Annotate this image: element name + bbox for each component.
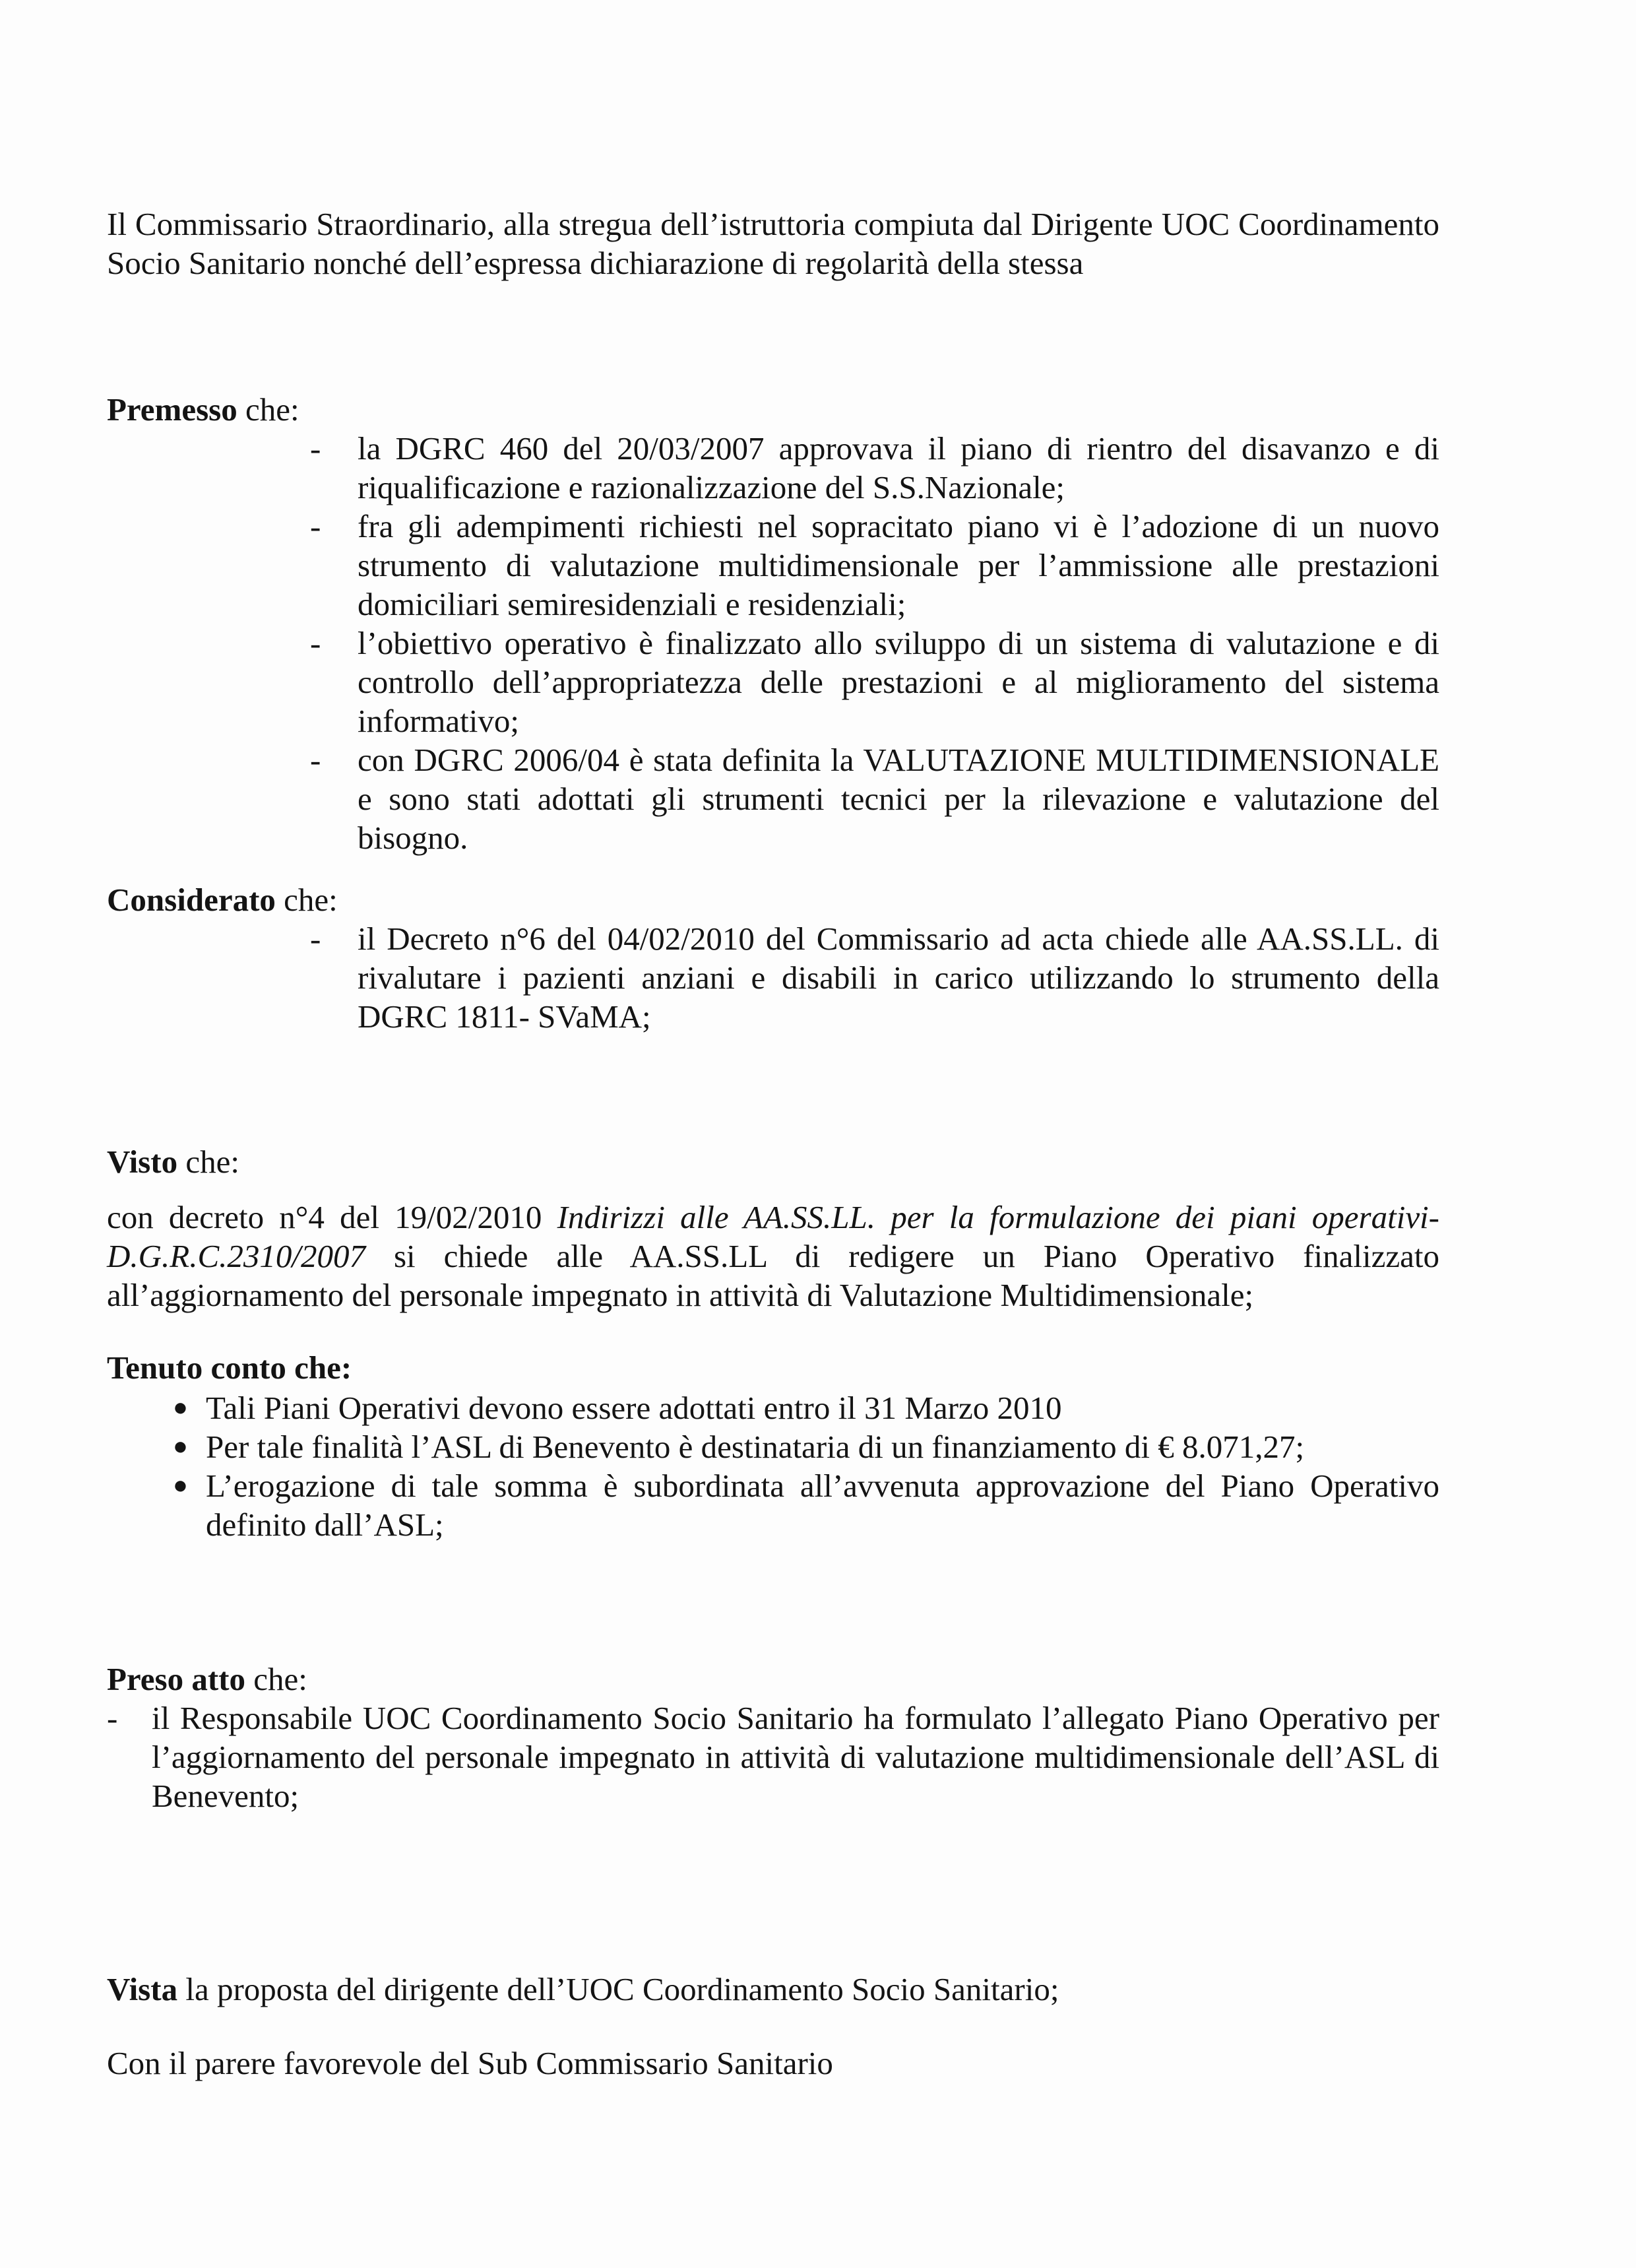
list-item-text: con DGRC 2006/04 è stata definita la VALUTAZIONE MULTIDIMENSIONALE e sono stati adottati gli strumenti tecnici per la rilevazione e valutazione del bisogno.: [358, 742, 1439, 856]
bullet-item: [173, 1427, 1439, 1466]
list-item: [310, 507, 1439, 624]
bullet-item: [173, 1388, 1439, 1427]
list-item-text: la DGRC 460 del 20/03/2007 approvava il piano di rientro del disavanzo e di riqualificazione e razionalizzazione del S.S.Nazionale;: [358, 430, 1439, 505]
bullet-text: Per tale finalità l’ASL di Benevento è destinataria di un finanziamento di € 8.071,27;: [206, 1429, 1305, 1465]
considerato-heading: [107, 880, 338, 919]
bullet-text: Tali Piani Operativi devono essere adottati entro il 31 Marzo 2010: [206, 1390, 1062, 1426]
list-item-text: il Decreto n°6 del 04/02/2010 del Commissario ad acta chiede alle AA.SS.LL. di rivalutare i pazienti anziani e disabili in carico utilizzando lo strumento della DGRC 1811- SVaMA;: [358, 921, 1439, 1035]
vista-text: la proposta del dirigente dell’UOC Coordinamento Socio Sanitario;: [177, 1971, 1059, 2007]
heading-rest: che:: [275, 882, 338, 918]
list-item: [107, 1699, 1439, 1815]
heading-rest: che:: [245, 1661, 307, 1697]
dash-marker: -: [310, 742, 321, 778]
vista-paragraph: [107, 1970, 1059, 2009]
heading-bold: Preso atto: [107, 1661, 245, 1697]
list-item: [310, 624, 1439, 740]
intro-paragraph: Il Commissario Straordinario, alla stregua dell’istruttoria compiuta dal Dirigente UOC Coordinamento Socio Sanitario nonché dell’espressa dichiarazione di regolarità della stessa: [107, 206, 1439, 281]
list-item: [310, 919, 1439, 1036]
bullet-item: [173, 1466, 1439, 1544]
visto-text: si chiede alle AA.SS.LL di redigere un Piano Operativo finalizzato all’aggiornamento del personale impegnato in attività di Valutazione Multidimensionale;: [107, 1238, 1439, 1313]
dash-marker: -: [310, 508, 321, 544]
dash-marker: -: [310, 625, 321, 661]
list-item-text: il Responsabile UOC Coordinamento Socio Sanitario ha formulato l’allegato Piano Operativo per l’aggiornamento del personale impegnato in attività di valutazione multidimensionale dell’ASL di Benevento;: [152, 1700, 1439, 1814]
list-item-text: l’obiettivo operativo è finalizzato allo sviluppo di un sistema di valutazione e di controllo dell’appropriatezza delle prestazioni e al miglioramento del sistema informativo;: [358, 625, 1439, 739]
visto-text: con decreto n°4 del 19/02/2010: [107, 1199, 557, 1235]
bullet-marker: ●: [173, 1472, 188, 1499]
heading-bold: Visto: [107, 1144, 178, 1180]
dash-marker: -: [107, 1700, 118, 1736]
vista-bold: Vista: [107, 1971, 178, 2007]
preso-atto-heading: [107, 1660, 307, 1699]
visto-heading: [107, 1142, 239, 1181]
premesso-heading: [107, 390, 299, 429]
list-item: [310, 740, 1439, 857]
dash-marker: -: [310, 921, 321, 957]
decree-title: Indirizzi alle AA.SS.LL. per la formulazione dei piani operativi-D.G.R.C.2310/2007: [107, 1199, 1439, 1274]
heading-bold: Premesso: [107, 391, 237, 428]
bullet-marker: ●: [173, 1433, 188, 1460]
bullet-text: L’erogazione di tale somma è subordinata all’avvenuta approvazione del Piano Operativo definito dall’ASL;: [206, 1468, 1439, 1543]
heading-bold: Considerato: [107, 882, 276, 918]
bullet-marker: ●: [173, 1394, 188, 1421]
heading-rest: che:: [237, 391, 299, 428]
parere-paragraph: Con il parere favorevole del Sub Commissario Sanitario: [107, 2045, 833, 2081]
tenuto-heading: Tenuto conto che:: [107, 1349, 352, 1386]
list-item-text: fra gli adempimenti richiesti nel sopracitato piano vi è l’adozione di un nuovo strumento di valutazione multidimensionale per l’ammissione alle prestazioni domiciliari semiresidenziali e residenziali;: [358, 508, 1439, 622]
visto-paragraph: [107, 1198, 1439, 1314]
dash-marker: -: [310, 430, 321, 467]
list-item: [310, 429, 1439, 507]
heading-rest: che:: [177, 1144, 239, 1180]
